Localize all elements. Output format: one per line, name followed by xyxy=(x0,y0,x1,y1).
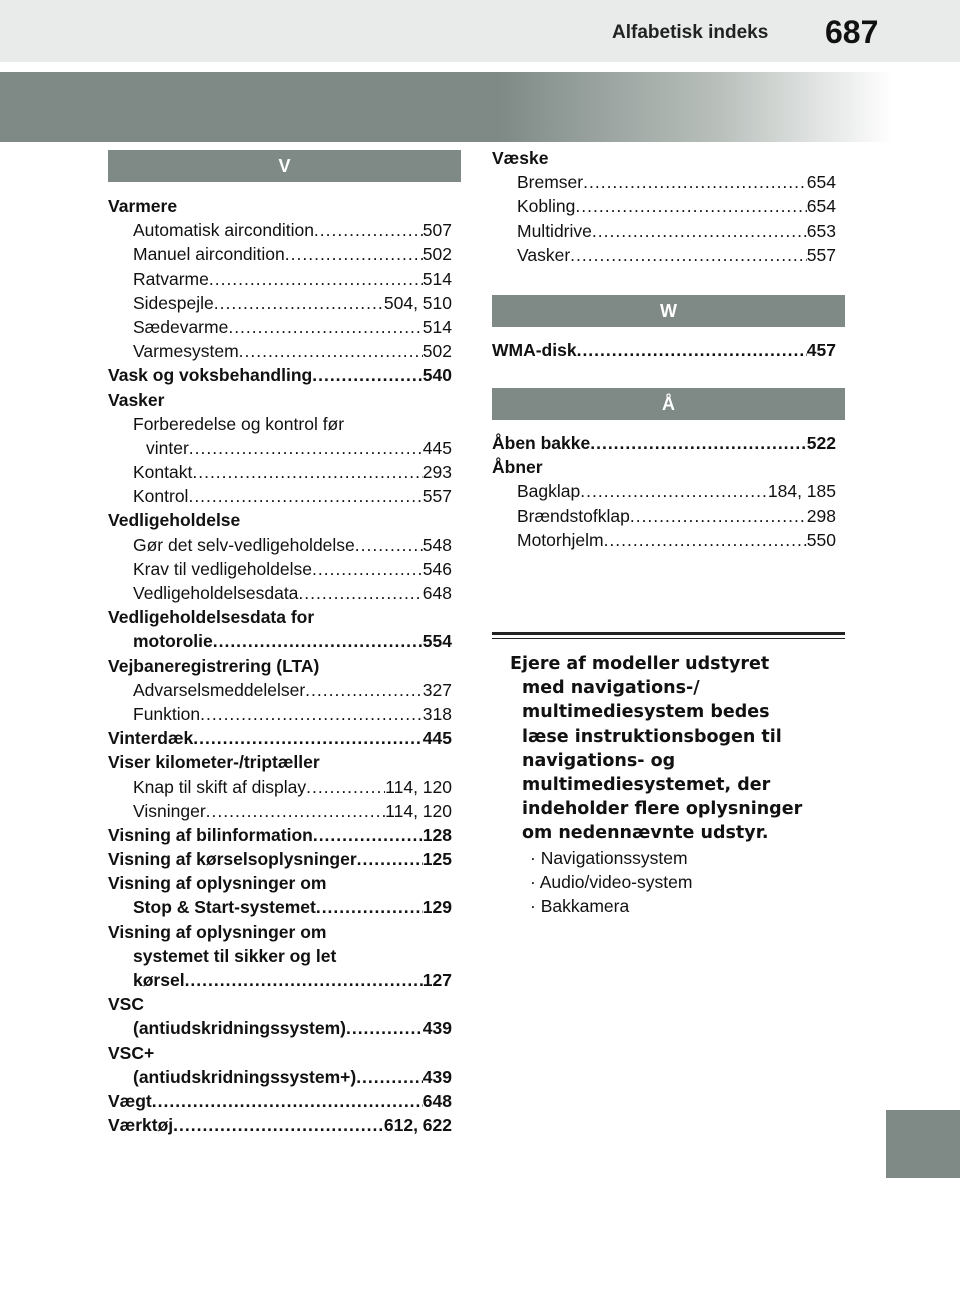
index-entry-term: Visning af kørselsoplysninger xyxy=(108,849,357,870)
index-entry-term: Kontrol xyxy=(133,486,189,507)
index-entry xyxy=(108,654,452,678)
note-item: · Audio/video-system xyxy=(530,871,693,892)
index-list-right-2 xyxy=(492,338,836,362)
dot-leader xyxy=(306,775,385,799)
index-entry-term: Visning af bilinformation xyxy=(108,824,313,845)
index-entry-page: 612, 622 xyxy=(383,1115,452,1136)
index-entry-page: 445 xyxy=(422,728,452,749)
dot-leader xyxy=(312,363,423,387)
index-entry-page: 502 xyxy=(422,341,452,362)
page-number: 687 xyxy=(825,14,879,50)
index-entry xyxy=(108,799,452,823)
dot-leader xyxy=(298,581,422,605)
index-entry-term: Væske xyxy=(492,148,549,168)
note-heading-line: Ejere af modeller udstyret xyxy=(510,654,770,674)
index-entry-term: Varmere xyxy=(108,196,178,216)
dot-leader xyxy=(570,243,807,267)
index-entry-term: VSC xyxy=(108,994,144,1015)
dot-leader xyxy=(356,1065,423,1089)
index-entry xyxy=(108,992,452,1016)
dot-leader xyxy=(152,1089,423,1113)
index-entry-term: Vedligeholdelsesdata xyxy=(133,583,299,603)
index-entry xyxy=(108,1041,452,1065)
section-header-aa: Å xyxy=(492,388,845,420)
index-entry-term: Visning af oplysninger om xyxy=(108,873,327,894)
note-item: · Navigationssystem xyxy=(530,847,688,868)
dot-leader xyxy=(193,726,423,750)
index-entry-page: 293 xyxy=(422,462,452,483)
index-entry-term: Kontakt xyxy=(133,462,193,483)
index-entry xyxy=(108,823,452,847)
index-entry-term: Visninger xyxy=(133,800,206,821)
dot-leader xyxy=(316,895,423,919)
index-entry-term: motorolie xyxy=(133,631,213,652)
dot-leader xyxy=(583,170,807,194)
index-entry xyxy=(108,750,452,774)
index-entry-page: 439 xyxy=(422,1018,452,1039)
index-entry xyxy=(108,968,452,992)
dot-leader xyxy=(604,528,807,552)
index-entry xyxy=(492,219,836,243)
note-heading-line: multimediesystemet, der xyxy=(522,774,771,795)
index-entry-term: Vasker xyxy=(108,389,165,410)
dot-leader xyxy=(346,1016,423,1040)
index-entry xyxy=(108,508,452,532)
index-entry xyxy=(492,243,836,267)
index-entry-term: Åben bakke xyxy=(492,433,591,453)
index-entry xyxy=(108,726,452,750)
side-thumb-tab xyxy=(886,1110,960,1178)
index-entry-term: Advarselsmeddelelser xyxy=(133,679,306,700)
index-entry xyxy=(108,291,452,315)
index-entry-term: systemet til sikker og let xyxy=(133,945,337,966)
dot-leader xyxy=(213,629,423,653)
dot-leader xyxy=(173,1113,384,1137)
index-entry-term: Automatisk aircondition xyxy=(133,220,314,241)
index-entry-term: Manuel aircondition xyxy=(133,244,285,265)
index-entry xyxy=(108,242,452,266)
index-entry xyxy=(108,605,452,629)
index-entry-term: Gør det selv-vedligeholdelse xyxy=(133,534,355,555)
dot-leader xyxy=(192,460,422,484)
index-entry-term: Bremser xyxy=(517,172,584,193)
note-rule-bottom xyxy=(492,638,845,639)
index-entry-term: Sædevarme xyxy=(133,316,229,337)
index-entry-term: Brændstofklap xyxy=(517,505,630,526)
dot-leader xyxy=(630,504,807,528)
index-entry-page: 648 xyxy=(422,583,452,603)
index-entry-page: 507 xyxy=(422,220,452,241)
dot-leader xyxy=(206,799,386,823)
index-entry-page: 546 xyxy=(422,558,452,579)
dot-leader xyxy=(214,291,384,315)
index-entry xyxy=(108,339,452,363)
dot-leader xyxy=(590,431,807,455)
index-entry xyxy=(108,436,452,460)
header-bar xyxy=(0,0,960,62)
note-heading-line: indeholder flere oplysninger xyxy=(522,799,803,820)
index-entry-term: Viser kilometer-/triptæller xyxy=(108,752,320,773)
index-entry-page: 125 xyxy=(422,849,452,870)
dot-leader xyxy=(313,823,423,847)
index-entry-page: 318 xyxy=(422,703,452,724)
index-entry-term: Vægt xyxy=(108,1090,152,1111)
index-entry xyxy=(108,702,452,726)
index-entry-term: Visning af oplysninger om xyxy=(108,921,327,942)
note-heading-line: læse instruktionsbogen til xyxy=(522,726,782,747)
dot-leader xyxy=(209,267,423,291)
index-entry xyxy=(108,920,452,944)
index-entry-term: Sidespejle xyxy=(133,292,214,313)
index-entry-term: Motorhjelm xyxy=(517,529,604,550)
index-list-right-3 xyxy=(492,431,836,552)
index-entry xyxy=(108,1016,452,1040)
index-entry-term: Funktion xyxy=(133,703,201,724)
dot-leader xyxy=(189,436,423,460)
dot-leader xyxy=(592,219,807,243)
note-item-list xyxy=(510,846,850,919)
index-entry xyxy=(108,388,452,412)
dot-leader xyxy=(185,968,423,992)
note-heading-line: multimediesystem bedes xyxy=(522,702,770,723)
index-entry xyxy=(108,557,452,581)
index-entry xyxy=(492,194,836,218)
dot-leader xyxy=(305,678,423,702)
dot-leader xyxy=(239,339,423,363)
decorative-band xyxy=(0,72,960,142)
index-entry-page: 128 xyxy=(422,824,452,845)
index-entry-page: 653 xyxy=(806,220,836,241)
index-entry-page: 327 xyxy=(422,679,452,700)
index-entry-page: 298 xyxy=(806,505,836,526)
index-entry xyxy=(108,218,452,242)
index-entry-term: Krav til vedligeholdelse xyxy=(133,558,312,579)
dot-leader xyxy=(228,315,422,339)
index-entry xyxy=(108,194,452,218)
index-entry xyxy=(492,338,836,362)
index-entry xyxy=(108,460,452,484)
index-entry xyxy=(108,895,452,919)
dot-leader xyxy=(285,242,423,266)
index-entry xyxy=(492,528,836,552)
index-entry-term: vinter xyxy=(146,437,189,458)
index-entry xyxy=(492,431,836,455)
index-entry xyxy=(108,629,452,653)
dot-leader xyxy=(314,218,423,242)
index-entry-term: (antiudskridningssystem) xyxy=(133,1018,346,1039)
index-entry xyxy=(108,1089,452,1113)
index-entry-page: 557 xyxy=(422,486,452,507)
index-entry-page: 648 xyxy=(422,1090,452,1111)
index-entry-term: kørsel xyxy=(133,970,185,990)
index-entry-page: 127 xyxy=(422,970,452,990)
index-entry xyxy=(108,315,452,339)
index-entry-term: Vinterdæk xyxy=(108,728,194,749)
index-entry xyxy=(108,775,452,799)
index-entry xyxy=(108,363,452,387)
index-entry xyxy=(108,944,452,968)
index-entry xyxy=(108,1113,452,1137)
index-entry-page: 554 xyxy=(422,631,452,652)
note-heading-line: navigations- og xyxy=(522,750,676,771)
index-entry xyxy=(108,847,452,871)
dot-leader xyxy=(312,557,423,581)
index-entry-term: Åbner xyxy=(492,457,543,478)
index-entry xyxy=(108,581,452,605)
index-entry xyxy=(492,455,836,479)
dot-leader xyxy=(580,479,768,503)
section-header-v: V xyxy=(108,150,461,182)
note-heading xyxy=(510,652,850,846)
index-entry-term: Værktøj xyxy=(108,1115,174,1136)
index-entry xyxy=(492,504,836,528)
index-entry-term: VSC+ xyxy=(108,1042,155,1063)
index-entry-page: 184, 185 xyxy=(767,481,836,502)
note-heading-line: med navigations-/ xyxy=(522,678,700,699)
index-entry-page: 522 xyxy=(806,433,836,453)
index-entry-term: WMA-disk xyxy=(492,340,577,360)
index-entry-term: Stop & Start-systemet xyxy=(133,897,316,918)
index-entry-page: 548 xyxy=(422,534,452,555)
index-entry-page: 514 xyxy=(422,268,452,289)
index-entry-page: 502 xyxy=(422,244,452,265)
index-entry xyxy=(108,267,452,291)
index-entry-term: Knap til skift af display xyxy=(133,776,307,797)
index-entry-term: Ratvarme xyxy=(133,268,209,289)
index-entry-term: Vedligeholdelsesdata for xyxy=(108,607,315,628)
index-entry-term: Vejbaneregistrering (LTA) xyxy=(108,655,320,676)
dot-leader xyxy=(200,702,423,726)
dot-leader xyxy=(357,847,423,871)
index-entry-page: 457 xyxy=(806,340,836,360)
index-entry-page: 114, 120 xyxy=(385,776,452,797)
index-entry-page: 540 xyxy=(422,365,452,386)
index-entry-page: 504, 510 xyxy=(383,292,452,313)
index-entry-term: Bagklap xyxy=(517,481,581,502)
index-entry-term: Multidrive xyxy=(517,220,592,241)
index-list-left xyxy=(108,194,452,1137)
index-entry xyxy=(108,412,452,436)
index-entry-term: Kobling xyxy=(517,196,576,217)
section-header-w: W xyxy=(492,295,845,327)
index-entry-term: (antiudskridningssystem+) xyxy=(133,1066,357,1087)
index-entry-term: Vasker xyxy=(517,244,571,265)
dot-leader xyxy=(577,338,807,362)
index-list-right-1 xyxy=(492,146,836,267)
index-entry-page: 550 xyxy=(806,529,836,550)
dot-leader xyxy=(355,533,423,557)
dot-leader xyxy=(188,484,422,508)
index-entry-page: 654 xyxy=(806,172,836,193)
index-entry xyxy=(108,1065,452,1089)
index-entry xyxy=(492,170,836,194)
index-entry-term: Vedligeholdelse xyxy=(108,510,241,531)
index-entry-page: 129 xyxy=(422,897,452,918)
index-entry-term: Varmesystem xyxy=(133,341,239,362)
index-entry-page: 439 xyxy=(422,1066,452,1087)
note-box xyxy=(510,652,850,918)
note-heading-line: om nedennævnte udstyr. xyxy=(522,823,769,844)
index-entry-term: Forberedelse og kontrol før xyxy=(133,413,345,434)
index-entry xyxy=(492,479,836,503)
index-entry xyxy=(492,146,836,170)
index-entry-page: 514 xyxy=(422,316,452,337)
index-entry-term: Vask og voksbehandling xyxy=(108,365,313,386)
index-entry-page: 654 xyxy=(806,196,836,217)
page-header-title: Alfabetisk indeks xyxy=(612,22,769,43)
note-item: · Bakkamera xyxy=(530,895,630,916)
dot-leader xyxy=(575,194,806,218)
note-rule-top xyxy=(492,632,845,635)
index-entry xyxy=(108,678,452,702)
index-entry-page: 557 xyxy=(806,244,836,265)
index-entry xyxy=(108,484,452,508)
index-entry xyxy=(108,533,452,557)
index-entry-page: 114, 120 xyxy=(385,800,452,821)
index-entry-page: 445 xyxy=(422,437,452,458)
index-entry xyxy=(108,871,452,895)
